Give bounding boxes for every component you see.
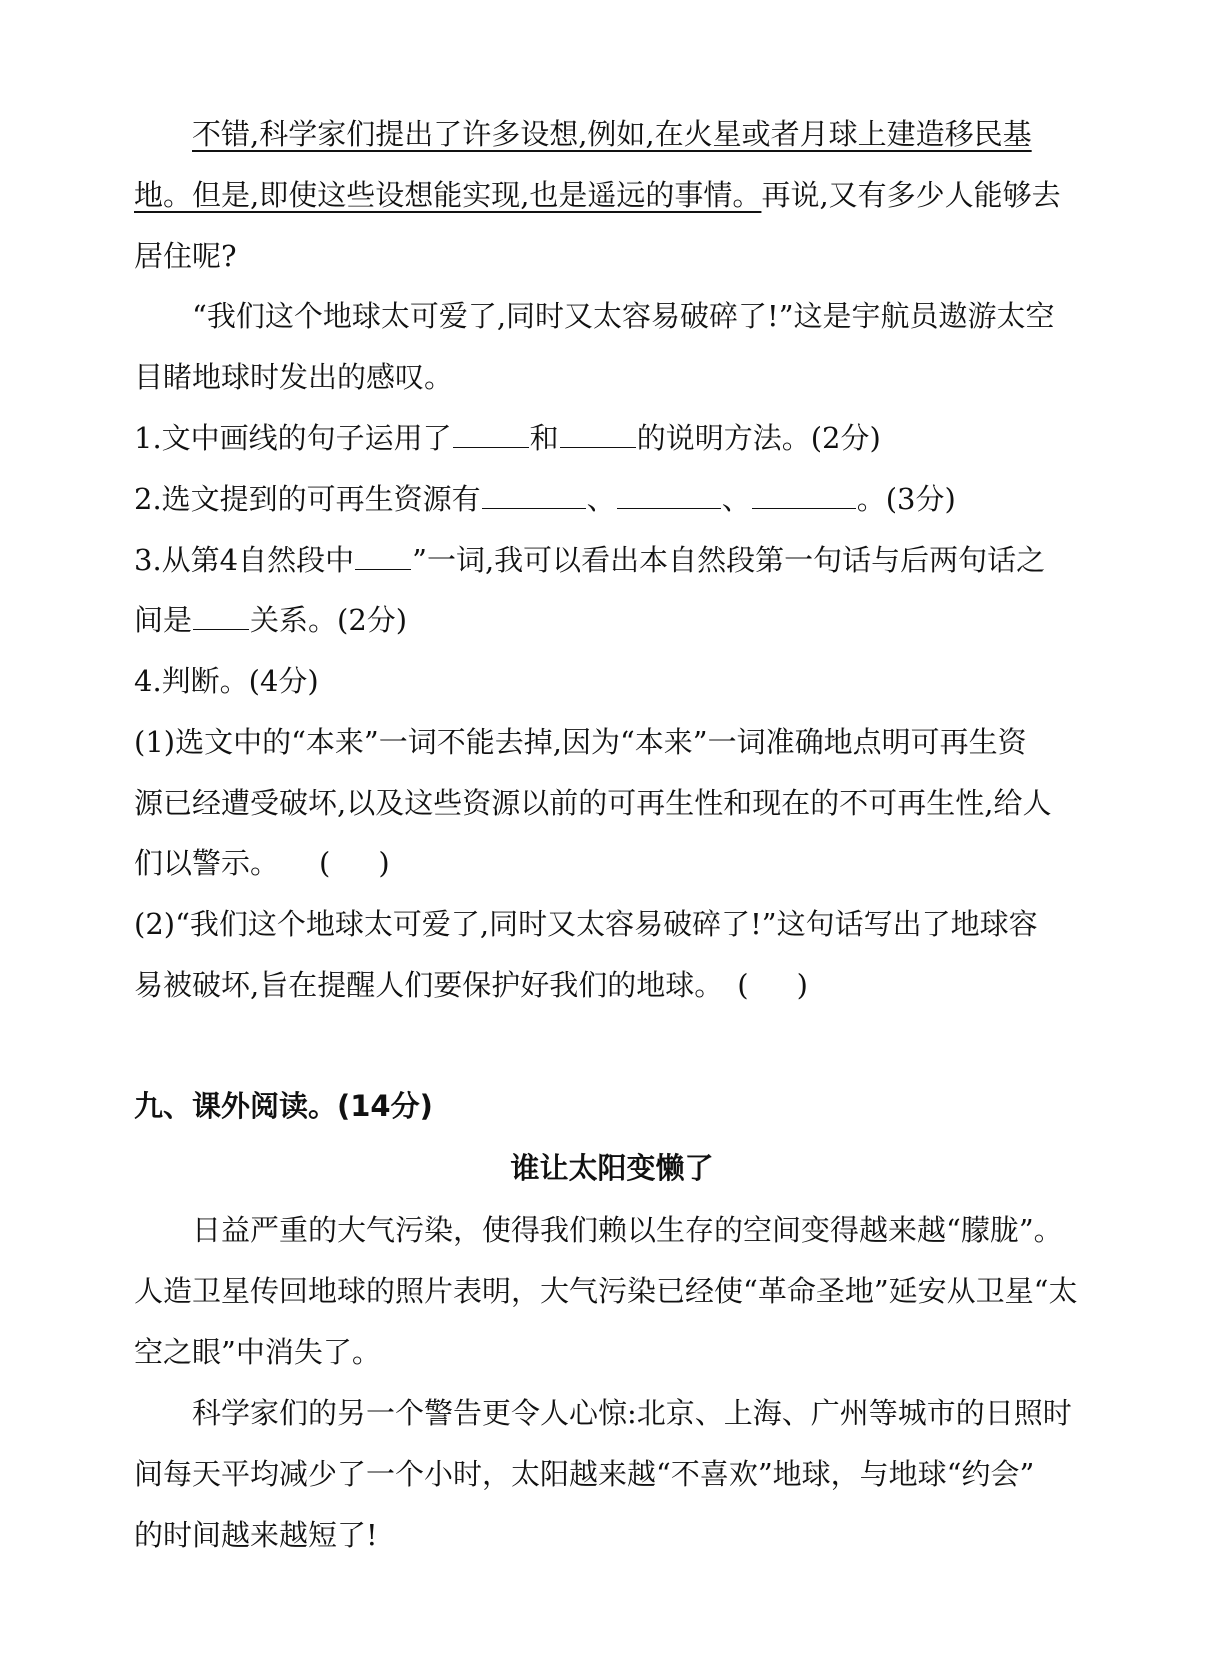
question-text: 1.文中画线的句子运用了 [134, 421, 452, 455]
passage-line [134, 175, 1061, 215]
question-text: 、 [721, 482, 751, 516]
question-text: 关系。(2分) [250, 603, 408, 637]
answer-blank[interactable] [355, 543, 411, 570]
article-line: 的时间越来越短了! [134, 1518, 378, 1552]
question-text: 2.选文提到的可再生资源有 [134, 482, 481, 516]
question-text: 、 [586, 482, 616, 516]
question-4-1-cont: 源已经遭受破坏,以及这些资源以前的可再生性和现在的不可再生性,给人 [134, 786, 1052, 820]
underlined-sentence: 不错,科学家们提出了许多设想,例如,在火星或者月球上建造移民基 [192, 117, 1032, 151]
article-line: 人造卫星传回地球的照片表明，大气污染已经使“革命圣地”延安从卫星“太 [134, 1274, 1078, 1308]
article-line: 科学家们的另一个警告更令人心惊:北京、上海、广州等城市的日照时 [192, 1396, 1072, 1430]
question-1 [134, 418, 881, 458]
article-line: 日益严重的大气污染，使得我们赖以生存的空间变得越来越“朦胧”。 [192, 1213, 1063, 1247]
question-text: 3.从第4自然段中 [134, 543, 355, 577]
answer-blank[interactable] [752, 482, 856, 509]
question-4-2-end [134, 965, 827, 1005]
passage-line: 目睹地球时发出的感叹。 [134, 360, 454, 394]
answer-blank[interactable] [453, 421, 529, 448]
answer-blank[interactable] [560, 421, 636, 448]
question-4-1: (1)选文中的“本来”一词不能去掉,因为“本来”一词准确地点明可再生资 [134, 725, 1027, 759]
answer-blank[interactable] [482, 482, 586, 509]
question-text: ”一词,我可以看出本自然段第一句话与后两句话之 [412, 543, 1046, 577]
question-text: 间是 [134, 603, 193, 637]
section-heading: 九、课外阅读。(14分) [134, 1089, 433, 1123]
question-3 [134, 540, 1045, 580]
article-line: 空之眼”中消失了。 [134, 1335, 381, 1369]
question-4-2: (2)“我们这个地球太可爱了,同时又太容易破碎了!”这句话写出了地球容 [134, 907, 1038, 941]
judgement-bracket[interactable]: ( ) [737, 968, 808, 1002]
question-text: 易被破坏,旨在提醒人们要保护好我们的地球。 [134, 968, 724, 1002]
passage-line [192, 114, 1032, 154]
underlined-sentence: 地。但是,即使这些设想能实现,也是遥远的事情。 [134, 178, 762, 212]
question-2 [134, 479, 956, 519]
answer-blank[interactable] [193, 603, 249, 630]
article-line: 间每天平均减少了一个小时，太阳越来越“不喜欢”地球，与地球“约会” [134, 1457, 1035, 1491]
passage-text: 再说,又有多少人能够去 [761, 178, 1061, 212]
passage-line: 居住呢? [134, 239, 237, 273]
question-text: 们以警示。 [134, 846, 280, 880]
judgement-bracket[interactable]: ( ) [319, 846, 390, 880]
question-text: 。(3分) [856, 482, 956, 516]
answer-blank[interactable] [617, 482, 721, 509]
question-3-cont [134, 600, 407, 640]
question-4-1-end [134, 843, 409, 883]
question-text: 的说明方法。(2分) [636, 421, 881, 455]
question-text: 和 [529, 421, 559, 455]
question-4: 4.判断。(4分) [134, 664, 319, 698]
article-title: 谁让太阳变懒了 [510, 1151, 714, 1185]
passage-line: “我们这个地球太可爱了,同时又太容易破碎了!”这是宇航员遨游太空 [192, 299, 1055, 333]
